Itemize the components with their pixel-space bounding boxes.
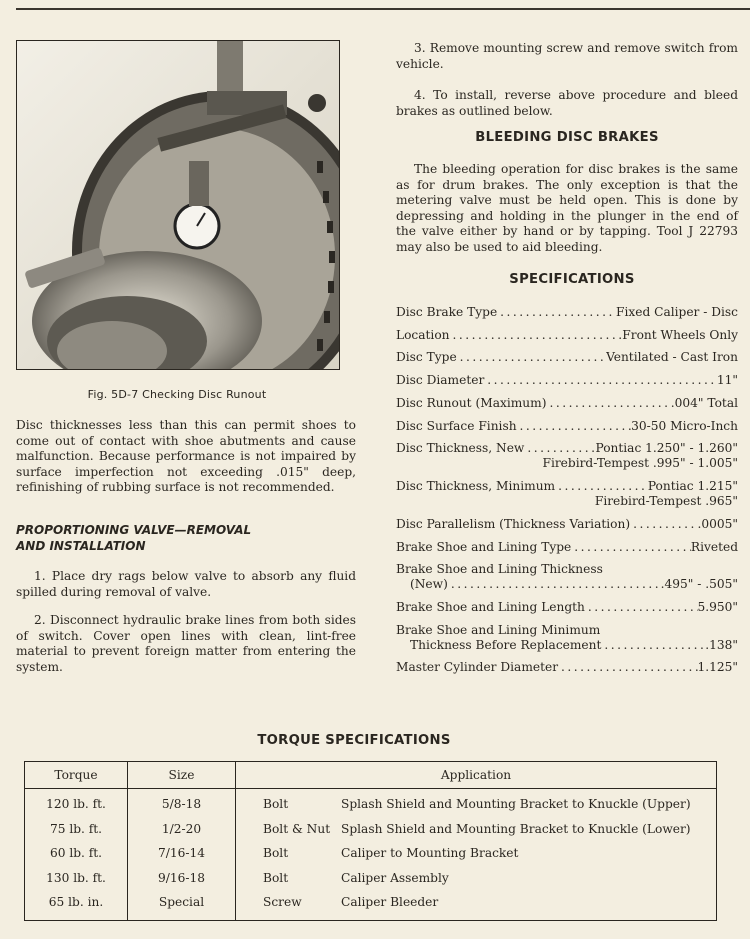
figure-caption: Fig. 5D-7 Checking Disc Runout (87, 388, 267, 401)
cell-application (236, 866, 717, 891)
step-2: 2. Disconnect hydraulic brake lines from both sides of switch. Cover open lines with clean, lint-free material to prevent foreign matter from entering the system. (16, 613, 356, 674)
spec-label: Disc Thickness, Minimum (396, 479, 556, 493)
spec-value: Fixed Caliper - Disc (616, 305, 738, 319)
torque-heading: TORQUE SPECIFICATIONS (257, 733, 451, 748)
spec-label: Brake Shoe and Lining Minimum (396, 623, 601, 637)
cell-fastener: Bolt & Nut (263, 821, 331, 836)
spec-value: .138" (705, 638, 738, 652)
spec-location (396, 328, 738, 343)
spec-thickness-minimum (396, 479, 738, 509)
table-row (25, 890, 717, 920)
spec-disc-brake-type (396, 305, 738, 320)
spec-label: Disc Type (396, 350, 457, 364)
spec-label: Disc Surface Finish (396, 419, 517, 433)
spec-parallelism (396, 517, 738, 532)
spec-value: 11" (716, 373, 738, 387)
spec-label: Master Cylinder Diameter (396, 660, 559, 674)
bleeding-heading: BLEEDING DISC BRAKES (475, 130, 659, 145)
cell-fastener: Screw (263, 895, 302, 910)
cell-application-text: Caliper to Mounting Bracket (341, 846, 519, 861)
header-torque: Torque (25, 762, 128, 789)
table-row (25, 817, 717, 842)
cell-application-text: Splash Shield and Mounting Bracket to Knuckle (Upper) (341, 797, 691, 812)
cell-application-text: Splash Shield and Mounting Bracket to Knuckle (Lower) (341, 821, 691, 836)
spec-value: .0005" (697, 517, 738, 531)
spec-subvalue: Firebird-Tempest .995" - 1.005" (542, 456, 738, 470)
proportioning-valve-heading (16, 522, 336, 554)
cell-size: 5/8-18 (128, 789, 236, 817)
header-application: Application (236, 762, 717, 789)
spec-sublabel: Thickness Before Replacement (410, 638, 602, 652)
cell-application (236, 890, 717, 920)
cell-fastener: Bolt (263, 797, 289, 812)
disc-runout-photo (16, 40, 340, 370)
spec-label: Location (396, 328, 450, 342)
heading-line-2: AND INSTALLATION (16, 539, 146, 553)
spec-value: Pontiac 1.215" (647, 479, 738, 493)
cell-size: Special (128, 890, 236, 920)
cell-application-text: Caliper Bleeder (341, 895, 439, 910)
table-row (25, 841, 717, 866)
step-1: 1. Place dry rags below valve to absorb any fluid spilled during removal of valve. (16, 569, 356, 599)
cell-application (236, 841, 717, 866)
step-3: 3. Remove mounting screw and remove switch from vehicle. (396, 41, 738, 71)
spec-label: Brake Shoe and Lining Length (396, 600, 585, 614)
spec-label: Disc Parallelism (Thickness Variation) (396, 517, 631, 531)
cell-torque: 120 lb. ft. (25, 789, 128, 817)
cell-torque: 75 lb. ft. (25, 817, 128, 842)
table-row (25, 866, 717, 891)
torque-table (24, 761, 717, 921)
spec-lining-minimum (396, 623, 738, 653)
spec-label: Brake Shoe and Lining Type (396, 540, 572, 554)
cell-fastener: Bolt (263, 870, 289, 885)
heading-line-1: PROPORTIONING VALVE—REMOVAL (16, 523, 252, 537)
cell-size: 9/16-18 (128, 866, 236, 891)
spec-value: .495" - .505" (660, 577, 738, 591)
spec-sublabel: (New) (410, 577, 448, 591)
header-size: Size (128, 762, 236, 789)
step-4: 4. To install, reverse above procedure and bleed brakes as outlined below. (396, 88, 738, 118)
cell-application-text: Caliper Assembly (341, 870, 449, 885)
spec-value: Pontiac 1.250" - 1.260" (595, 441, 738, 455)
spec-label: Brake Shoe and Lining Thickness (396, 562, 603, 576)
spec-value: 30-50 Micro-Inch (631, 419, 738, 433)
spec-label: Disc Runout (Maximum) (396, 396, 547, 410)
top-rule (16, 8, 750, 10)
spec-value: .004" Total (670, 396, 738, 410)
cell-application (236, 817, 717, 842)
spec-lining-thickness (396, 562, 738, 592)
spec-subvalue: Firebird-Tempest .965" (594, 494, 738, 508)
bleeding-paragraph: The bleeding operation for disc brakes is the same as for drum brakes. The only exception is that the metering valve must be held open. This is done by depressing and holding in the plunger in the end of the valve either by hand or by tapping. Tool J 22793 may also be used to aid bleeding. (396, 162, 738, 254)
spec-value: Ventilated - Cast Iron (606, 350, 738, 364)
spec-value: 5.950" (697, 600, 738, 614)
cell-torque: 60 lb. ft. (25, 841, 128, 866)
table-row (25, 789, 717, 817)
spec-thickness-new (396, 441, 738, 471)
spec-disc-runout (396, 396, 738, 411)
disc-thickness-paragraph: Disc thicknesses less than this can permit shoes to come out of contact with shoe abutments and cause malfunction. Because performance is not impaired by surface imperfection not exceeding .015" deep, refinishing of rubbing surface is not recommended. (16, 418, 356, 494)
spec-label: Disc Thickness, New (396, 441, 525, 455)
cell-size: 7/16-14 (128, 841, 236, 866)
specifications-heading: SPECIFICATIONS (509, 272, 635, 287)
spec-lining-type (396, 540, 738, 555)
cell-fastener: Bolt (263, 846, 289, 861)
spec-value: Front Wheels Only (622, 328, 738, 342)
cell-size: 1/2-20 (128, 817, 236, 842)
torque-header-row (25, 762, 717, 789)
cell-torque: 130 lb. ft. (25, 866, 128, 891)
spec-value: Riveted (690, 540, 738, 554)
spec-disc-type (396, 350, 738, 365)
spec-label: Disc Diameter (396, 373, 485, 387)
spec-lining-length (396, 600, 738, 615)
spec-master-cylinder (396, 660, 738, 675)
cell-application (236, 789, 717, 817)
spec-value: 1.125" (697, 660, 738, 674)
spec-surface-finish (396, 419, 738, 434)
spec-label: Disc Brake Type (396, 305, 498, 319)
cell-torque: 65 lb. in. (25, 890, 128, 920)
spec-disc-diameter (396, 373, 738, 388)
